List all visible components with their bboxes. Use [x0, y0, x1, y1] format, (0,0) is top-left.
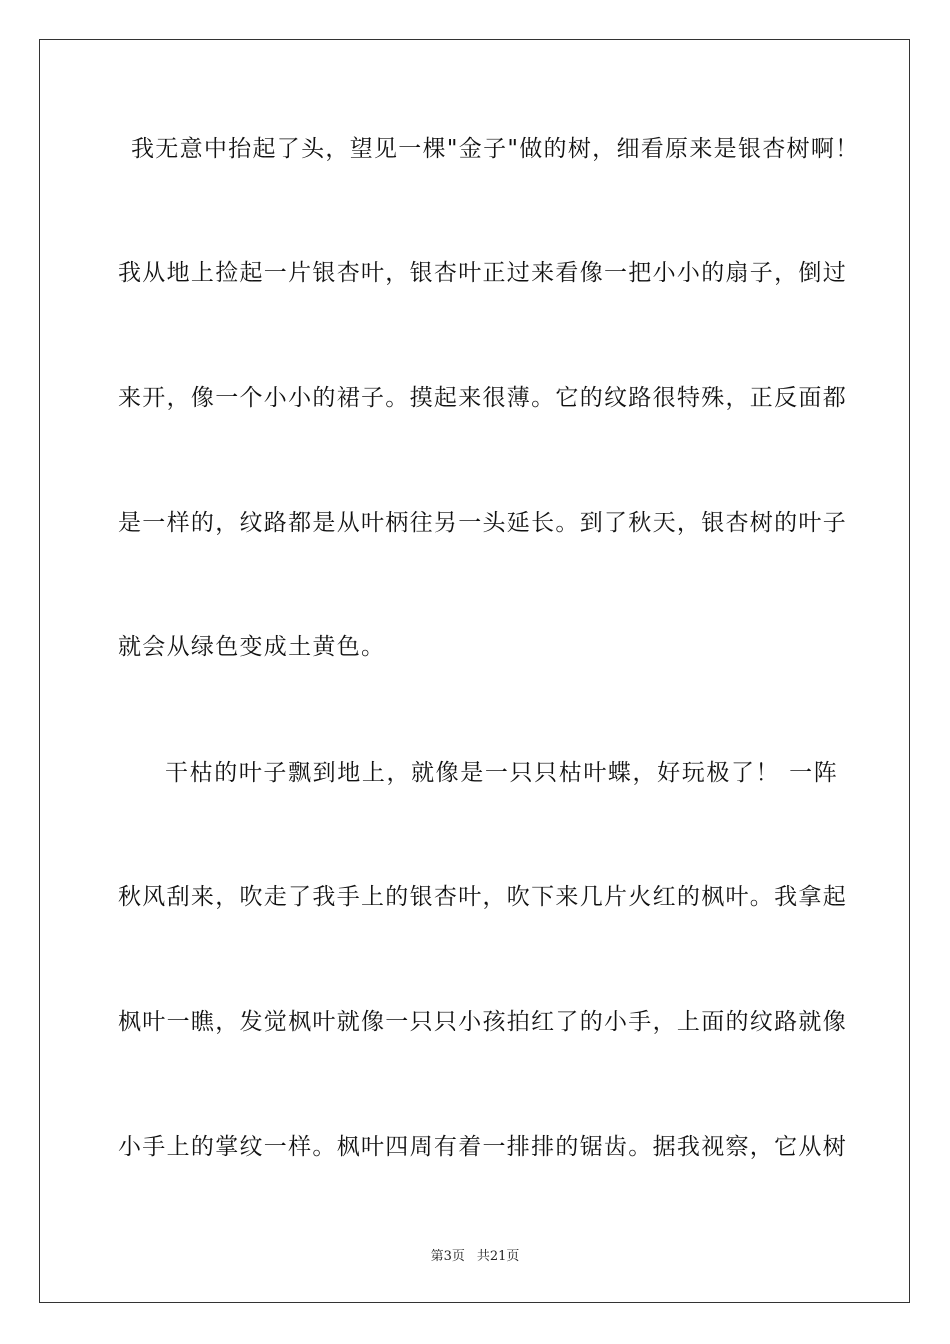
page-border [39, 39, 910, 1303]
page-footer [0, 1248, 950, 1266]
paragraph-line-7: 秋风刮来，吹走了我手上的银杏叶，吹下来几片火红的枫叶。我拿起 [118, 884, 847, 910]
paragraph-line-1: 我无意中抬起了头，望见一棵"金子"做的树，细看原来是银杏树啊！ [131, 136, 860, 162]
page-total: 共21页 [476, 1249, 520, 1264]
paragraph-line-3: 来开，像一个小小的裙子。摸起来很薄。它的纹路很特殊，正反面都 [118, 385, 847, 411]
paragraph-line-4: 是一样的，纹路都是从叶柄往另一头延长。到了秋天，银杏树的叶子 [118, 510, 847, 536]
paragraph-line-8: 枫叶一瞧，发觉枫叶就像一只只小孩拍红了的小手，上面的纹路就像 [118, 1009, 847, 1035]
paragraph-line-2: 我从地上捡起一片银杏叶，银杏叶正过来看像一把小小的扇子，倒过 [118, 260, 847, 286]
paragraph-line-6: 干枯的叶子飘到地上，就像是一只只枯叶蝶，好玩极了！ 一阵 [165, 760, 838, 786]
page-number: 第3页 [430, 1249, 465, 1264]
paragraph-line-5: 就会从绿色变成土黄色。 [118, 634, 386, 660]
paragraph-line-9: 小手上的掌纹一样。枫叶四周有着一排排的锯齿。据我视察，它从树 [118, 1134, 847, 1160]
